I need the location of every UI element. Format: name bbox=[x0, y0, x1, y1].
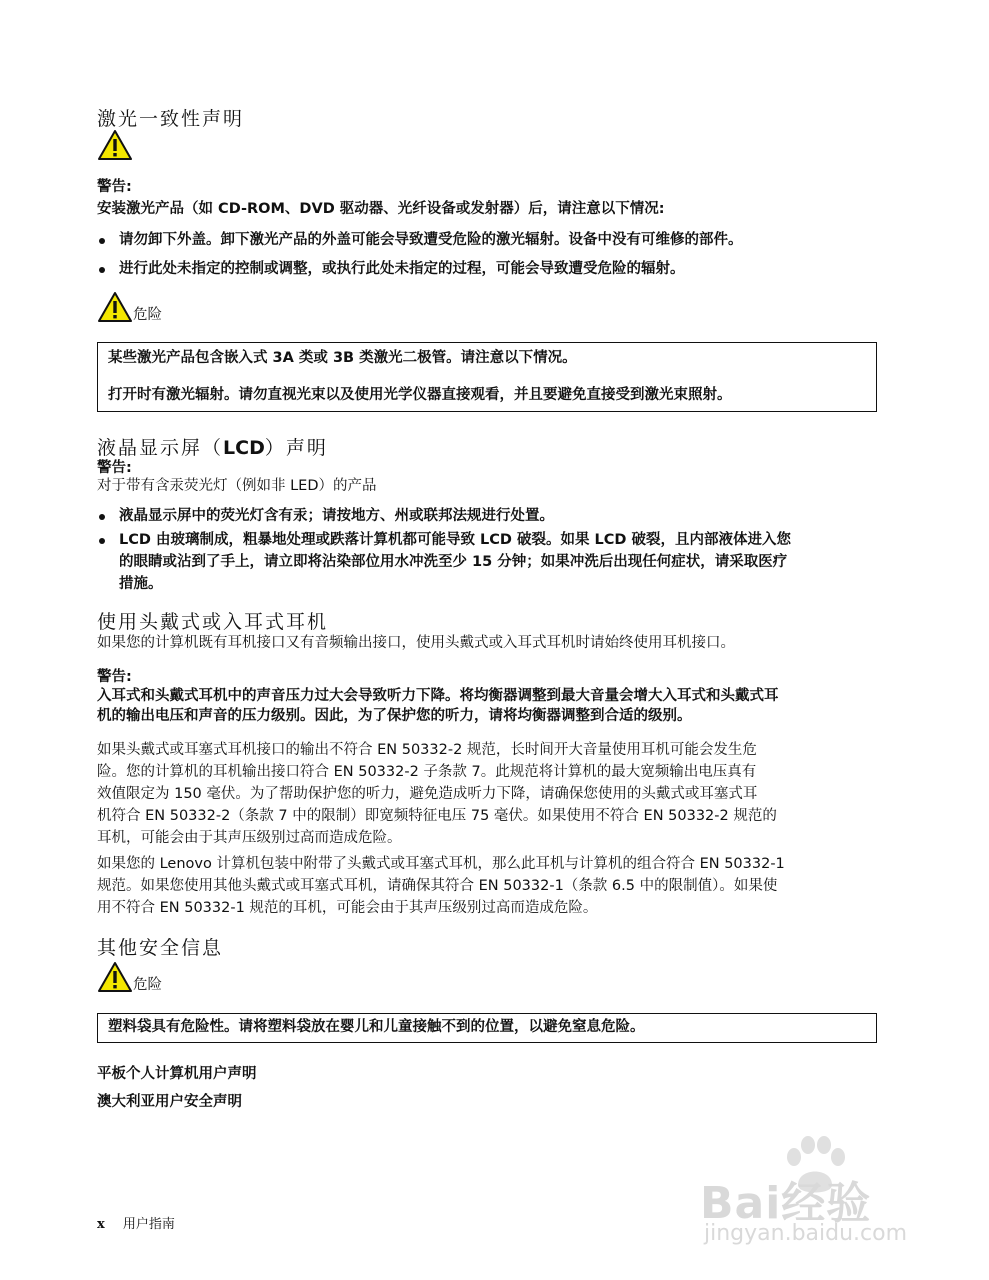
australia-safety-notice: 澳大利亚用户安全声明 bbox=[97, 1094, 242, 1110]
bullet-icon bbox=[99, 267, 105, 273]
danger-box-line: 塑料袋具有危险性。请将塑料袋放在婴儿和儿童接触不到的位置，以避免窒息危险。 bbox=[108, 1019, 645, 1035]
lcd-caution-label: 警告: bbox=[97, 460, 132, 476]
page-number: x bbox=[97, 1217, 105, 1232]
bullet-icon bbox=[99, 514, 105, 520]
watermark-logo: Bai经验 bbox=[700, 1178, 872, 1229]
laser-intro: 安装激光产品（如 CD-ROM、DVD 驱动器、光纤设备或发射器）后，请注意以下情况: bbox=[97, 201, 665, 217]
list-item: LCD 由玻璃制成，粗暴地处理或跌落计算机都可能导致 LCD 破裂。如果 LCD 破裂，且内部液体进入您 的眼睛或沾到了手上，请立即将沾染部位用水冲洗至少 15 分钟；如果冲洗后出现任何症状，请采取医疗 措施。 bbox=[97, 529, 887, 595]
other-danger-header bbox=[97, 961, 162, 993]
danger-label: 危险 bbox=[133, 977, 162, 993]
tablet-user-notice: 平板个人计算机用户声明 bbox=[97, 1066, 257, 1082]
danger-box-line: 打开时有激光辐射。请勿直视光束以及使用光学仪器直接观看，并且要避免直接受到激光束照射。 bbox=[108, 387, 732, 403]
headphones-caution-label: 警告: bbox=[97, 669, 132, 685]
lcd-heading: 液晶显示屏（LCD）声明 bbox=[97, 437, 328, 459]
other-danger-box bbox=[97, 1013, 877, 1043]
lcd-intro: 对于带有含汞荧光灯（例如非 LED）的产品 bbox=[97, 478, 377, 494]
headphones-paragraph-2: 如果您的 Lenovo 计算机包装中附带了头戴式或耳塞式耳机，那么此耳机与计算机的组合符合 EN 50332-1 规范。如果您使用其他头戴式或耳塞式耳机，请确保其符合 EN 50332-1（条款 6.5 中的限制值）。如果使 用不符合 EN 50332-1 规范的耳机，可能会由于其声压级别过高而造成危险。 bbox=[97, 856, 785, 916]
warning-icon bbox=[97, 129, 133, 161]
lcd-bullet-list bbox=[97, 505, 887, 595]
laser-danger-header bbox=[97, 291, 162, 323]
danger-label: 危险 bbox=[133, 307, 162, 323]
footer-title: 用户指南 bbox=[122, 1217, 175, 1232]
headphones-heading: 使用头戴式或入耳式耳机 bbox=[97, 611, 329, 633]
danger-icon bbox=[97, 291, 133, 323]
list-item: 液晶显示屏中的荧光灯含有汞；请按地方、州或联邦法规进行处置。 bbox=[97, 505, 887, 529]
other-heading: 其他安全信息 bbox=[97, 937, 224, 959]
headphones-caution-line: 机的输出电压和声音的压力级别。因此，为了保护您的听力，请将均衡器调整到合适的级别。 bbox=[97, 708, 692, 724]
page-footer bbox=[97, 1213, 175, 1232]
watermark-url: jingyan.baidu.com bbox=[704, 1221, 908, 1246]
headphones-caution-line: 入耳式和头戴式耳机中的声音压力过大会导致听力下降。将均衡器调整到最大音量会增大入耳式和头戴式耳 bbox=[97, 688, 779, 704]
laser-caution-label: 警告: bbox=[97, 179, 132, 195]
laser-danger-box bbox=[97, 342, 877, 412]
headphones-paragraph-1: 如果头戴式或耳塞式耳机接口的输出不符合 EN 50332-2 规范，长时间开大音量使用耳机可能会发生危 险。您的计算机的耳机输出接口符合 EN 50332-2 子条款 7。此规范将计算机的最大宽频输出电压真有 效值限定为 150 毫伏。为了帮助保护您的听力，避免造成听力下降，请确保您使用的头戴式或耳塞式耳 机符合 EN 50332-2（条款 7 中的限制）即宽频特征电压 75 毫伏。如果使用不符合 EN 50332-2 规范的 耳机，可能会由于其声压级别过高而造成危险。 bbox=[97, 742, 777, 846]
danger-icon bbox=[97, 961, 133, 993]
watermark bbox=[700, 1135, 950, 1255]
list-item: 进行此处未指定的控制或调整，或执行此处未指定的过程，可能会导致遭受危险的辐射。 bbox=[97, 258, 887, 280]
danger-box-line: 某些激光产品包含嵌入式 3A 类或 3B 类激光二极管。请注意以下情况。 bbox=[108, 350, 577, 366]
laser-heading: 激光一致性声明 bbox=[97, 108, 245, 130]
list-item: 请勿卸下外盖。卸下激光产品的外盖可能会导致遭受危险的激光辐射。设备中没有可维修的部件。 bbox=[97, 229, 887, 258]
headphones-intro: 如果您的计算机既有耳机接口又有音频输出接口，使用头戴式或入耳式耳机时请始终使用耳机接口。 bbox=[97, 635, 735, 651]
bullet-icon bbox=[99, 538, 105, 544]
bullet-icon bbox=[99, 238, 105, 244]
laser-bullet-list bbox=[97, 229, 887, 280]
